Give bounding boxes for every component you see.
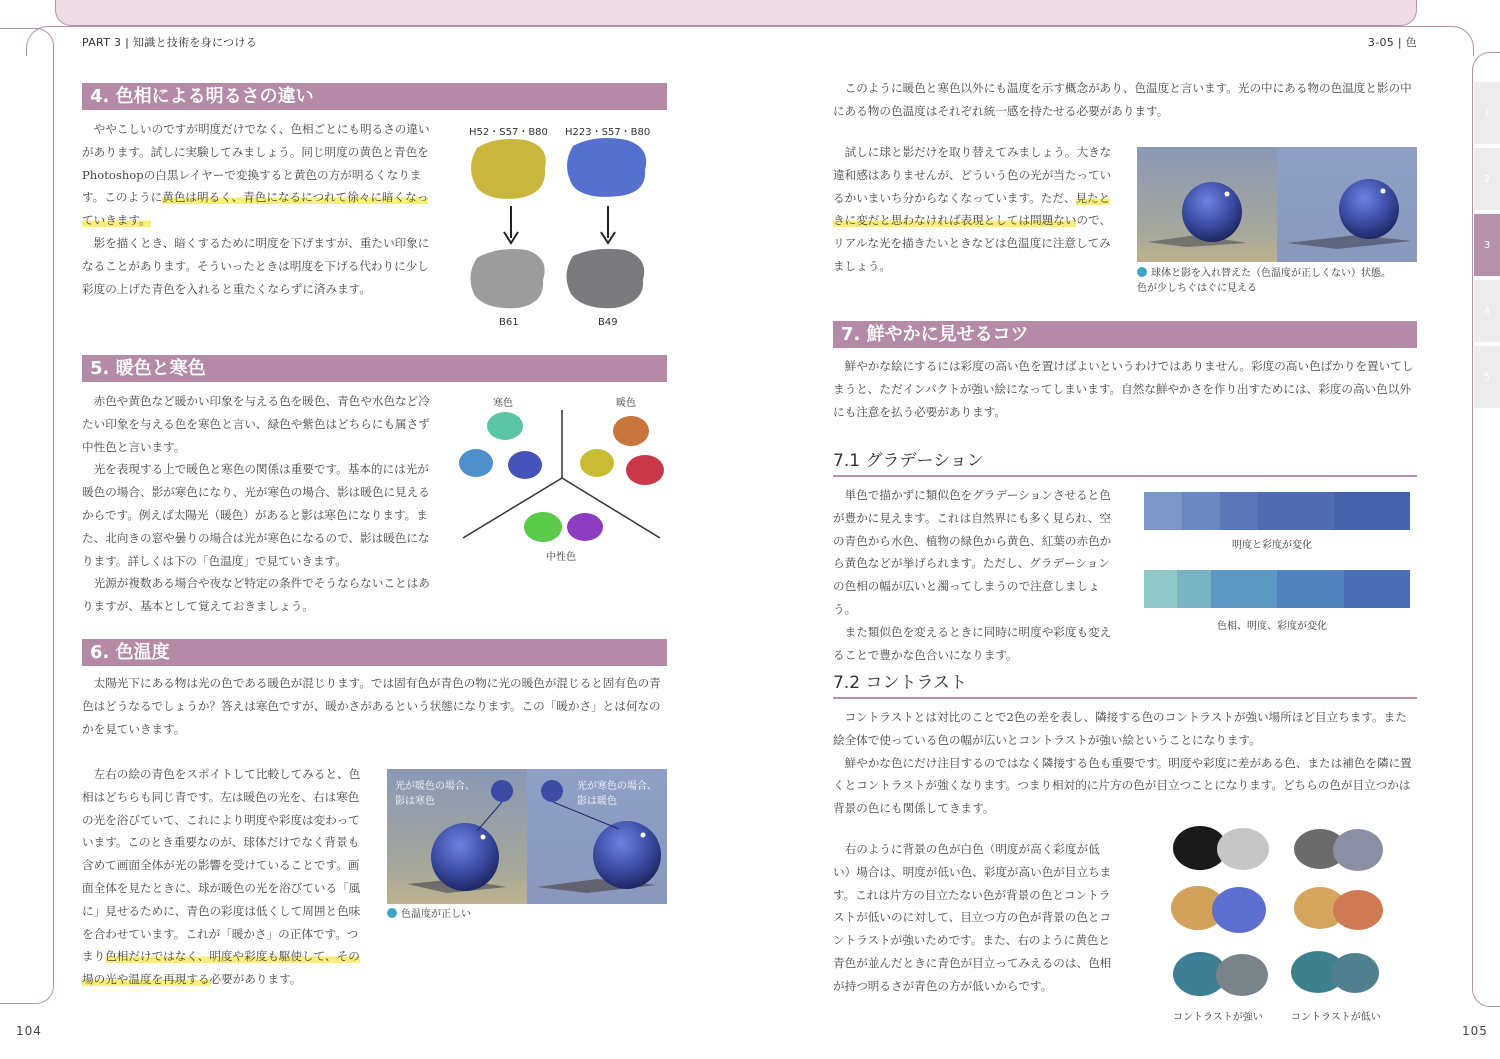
subsection-7-2-body-2 <box>833 838 1115 998</box>
contrast-strong-caption: コントラストが強い <box>1173 1012 1263 1023</box>
section-6-heading: 6. 色温度 <box>82 639 667 666</box>
label-yellow-hsb: H52・S57・B80 <box>469 127 548 138</box>
s6-text-a: 左右の絵の青色をスポイトして比較してみると、色相はどちらも同じ青です。左は暖色の光を、右は寒色の光を浴びていて、これにより明度や彩度は変わっています。このとき重要なのが、球体だけでなく背景も含めて画面全体が光の影響を受けていることです。画面全体を見たときに、球が暖色の光を浴びている「風に」見せるために、青色の彩度は低くして周囲と色味を合わせています。これが「暖かさ」の正体です。つまり <box>82 767 361 964</box>
swap-highlight: 見たときに変だと思わなければ表現としては問題ない <box>833 190 1111 228</box>
cold-light-line2: 影は暖色 <box>577 796 617 807</box>
s72-paragraph-1: コントラストとは対比のことで2色の差を表し、隣接する色のコントラストが強い場所ほど目立ちます。また絵全体で使っている色の幅が広いとコントラストが強い絵ということになります。 <box>833 710 1407 747</box>
swap-paragraph <box>833 141 1115 278</box>
caption-text: 色温度が正しい <box>401 909 471 920</box>
chapter-tab-3[interactable]: 3 <box>1474 214 1500 276</box>
swapped-illustration <box>1137 147 1417 262</box>
gradient-bar-hue-value-saturation <box>1144 570 1410 608</box>
s6-highlight: 色相だけではなく、明度や彩度も駆使して、その場の光や温度を再現する <box>82 949 360 987</box>
running-header-right: 3-05 | 色 <box>1367 36 1417 49</box>
color-temperature-image <box>387 769 667 904</box>
page-number-left: 104 <box>16 1024 42 1038</box>
swap-text-b: ので、リアルな光を描きたいときなどは色温度に注意してみましょう。 <box>833 213 1112 273</box>
warm-light-label <box>395 779 475 809</box>
s4-paragraph-2: 影を描くとき、暗くするために明度を下げますが、重たい印象になることがあります。そういったときは明度を下げる代わりに少し彩度の上げた青色を入れると重たくならずに済みます。 <box>82 235 430 296</box>
gradient-caption-1: 明度と彩度が変化 <box>1232 540 1312 551</box>
s4-highlight: 黄色は明るく、青色になるにつれて徐々に暗くなっていきます。 <box>82 190 429 228</box>
swapped-caption-line2: 色が少しちぐはぐに見える <box>1137 283 1257 294</box>
s5-paragraph-2: 光を表現する上で暖色と寒色の関係は重要です。基本的には光が暖色の場合、影が寒色になり、光が寒色の場合、影は暖色に見えるからです。例えば太陽光（暖色）があると影は寒色になります。また、北向きの窓や曇りの場合は光が寒色になるので、影は暖色になります。詳しくは下の「色温度」で見ていきます。 <box>82 462 430 568</box>
chapter-tab-1[interactable]: 1 <box>1474 82 1500 144</box>
label-cold: 寒色 <box>493 398 513 409</box>
gradient-caption-2: 色相、明度、彩度が変化 <box>1217 621 1327 632</box>
chapter-tab-4[interactable]: 4 <box>1474 280 1500 342</box>
contrast-weak-caption: コントラストが低い <box>1291 1012 1381 1023</box>
s5-paragraph-3: 光源が複数ある場合や夜など特定の条件でそうならないことはありますが、基本として覚えておきましょう。 <box>82 576 430 614</box>
correct-temperature-caption <box>387 907 471 922</box>
section-4-heading: 4. 色相による明るさの違い <box>82 83 667 110</box>
section-5-body <box>82 390 434 618</box>
s71-paragraph-2: また類似色を変えるときに同時に明度や彩度も変えることで豊かな色合いになります。 <box>833 624 1112 662</box>
section-6-intro <box>82 672 667 740</box>
section-5-heading: 5. 暖色と寒色 <box>82 355 667 382</box>
label-neutral: 中性色 <box>546 552 576 563</box>
s72-paragraph-3: 右のように背景の色が白色（明度が高く彩度が低い）場合は、明度が低い色、彩度が高い色が目立ちます。これは片方の目立たない色が背景の色とコントラストが低いのに対して、目立つ方の色が背景の色とコントラストが強いためです。また、右のように黄色と青色が並んだときに青色が目立ってみえるのは、色相が持つ明るさが青色の方が低いからです。 <box>833 842 1112 993</box>
right-intro-paragraph <box>833 77 1418 123</box>
swapped-caption <box>1137 266 1391 296</box>
section-7-heading: 7. 鮮やかに見せるコツ <box>833 321 1417 348</box>
color-wheel-diagram <box>455 390 670 570</box>
top-band <box>55 0 1417 26</box>
section-7-body <box>833 355 1418 423</box>
gray-swatch-b61 <box>470 249 544 308</box>
chapter-tabs <box>1474 82 1500 412</box>
swatch-arrows <box>455 118 670 333</box>
caption-bullet-icon <box>387 908 397 918</box>
s72-paragraph-2: 鮮やかな色にだけ注目するのではなく隣接する色も重要です。明度や彩度に差がある色、または補色を隣に置くとコントラストが強くなります。つまり相対的に片方の色が目立つことになります。どちらの色が目立つかは背景の色にも関係してきます。 <box>833 755 1412 816</box>
label-blue-hsb: H223・S57・B80 <box>565 127 651 138</box>
gray-swatch-b49 <box>566 249 644 308</box>
s4-text-a: ややこしいのですが明度だけでなく、色相ごとにも明るさの違いがあります。試しに実験してみましょう。同じ明度の黄色と青色をPhotoshopの白黒レイヤーで変換すると黄色の方が明るくなります。このように <box>82 122 430 205</box>
swap-text-a: 試しに球と影だけを取り替えてみましょう。大きな違和感はありませんが、どういう色の光が当たっているかいまいち分からなくなっています。ただ、 <box>833 145 1112 205</box>
blue-swatch <box>567 138 646 197</box>
label-b49: B49 <box>598 317 618 328</box>
label-b61: B61 <box>499 317 519 328</box>
page-number-right: 105 <box>1462 1024 1488 1038</box>
subsection-7-2-body <box>833 706 1418 820</box>
warm-light-line2: 影は寒色 <box>395 796 435 807</box>
label-warm: 暖色 <box>616 398 636 409</box>
s7-paragraph-1: 鮮やかな絵にするには彩度の高い色を置けばよいというわけではありません。彩度の高い色ばかりを置いてしまうと、ただインパクトが強い絵になってしまいます。自然な鮮やかさを作り出すためには、彩度の高い色以外にも注意を払う必要があります。 <box>833 359 1414 419</box>
page-frame-left <box>0 28 54 1004</box>
s6-text-b: 必要があります。 <box>209 972 302 987</box>
subsection-7-1-body <box>833 484 1115 666</box>
subsection-7-1-heading: 7.1 グラデーション <box>833 446 1417 477</box>
section-4-body <box>82 118 434 300</box>
gradient-bar-value-saturation <box>1144 492 1410 530</box>
s71-paragraph-1: 単色で描かずに類似色をグラデーションさせると色が豊かに見えます。これは自然界にも多く見られ、空の青色から水色、植物の緑色から黄色、紅葉の赤色から黄色などが挙げられます。ただし、グラデーションの色相の幅が広いと濁ってしまうので注意しましょう。 <box>833 488 1112 616</box>
section-6-body <box>82 763 367 991</box>
cold-light-line1: 光が寒色の場合、 <box>577 781 657 792</box>
contrast-swatch-illustration <box>1165 818 1405 1008</box>
swapped-sphere-image <box>1137 147 1417 262</box>
swapped-caption-line1: 球体と影を入れ替えた（色温度が正しくない）状態。 <box>1151 268 1391 279</box>
contrast-swatches <box>1165 818 1405 1008</box>
cold-light-label <box>577 779 657 809</box>
warm-cold-figure <box>455 390 670 570</box>
yellow-swatch <box>471 139 546 199</box>
subsection-7-2-heading: 7.2 コントラスト <box>833 668 1417 699</box>
intro-paragraph-1: このように暖色と寒色以外にも温度を示す概念があり、色温度と言います。光の中にある物の色温度と影の中にある物の色温度はそれぞれ統一感を持たせる必要があります。 <box>833 81 1412 118</box>
running-header-left: PART 3 | 知識と技術を身につける <box>82 36 257 49</box>
s5-paragraph-1: 赤色や黄色など暖かい印象を与える色を暖色、青色や水色など冷たい印象を与える色を寒色と言い、緑色や紫色はどちらにも属さず中性色と言います。 <box>82 394 430 454</box>
chapter-tab-2[interactable]: 2 <box>1474 148 1500 210</box>
s6-paragraph-1: 太陽光下にある物は光の色である暖色が混じります。では固有色が青色の物に光の暖色が混じると固有色の青色はどうなるでしょうか？答えは寒色ですが、暖かさがあるという状態になります。この「暖かさ」とは何なのかを見ていきます。 <box>82 676 661 736</box>
chapter-tab-5[interactable]: 5 <box>1474 346 1500 408</box>
hue-brightness-figure <box>455 118 670 333</box>
warm-light-line1: 光が暖色の場合、 <box>395 781 475 792</box>
swapped-caption-bullet-icon <box>1137 267 1147 277</box>
